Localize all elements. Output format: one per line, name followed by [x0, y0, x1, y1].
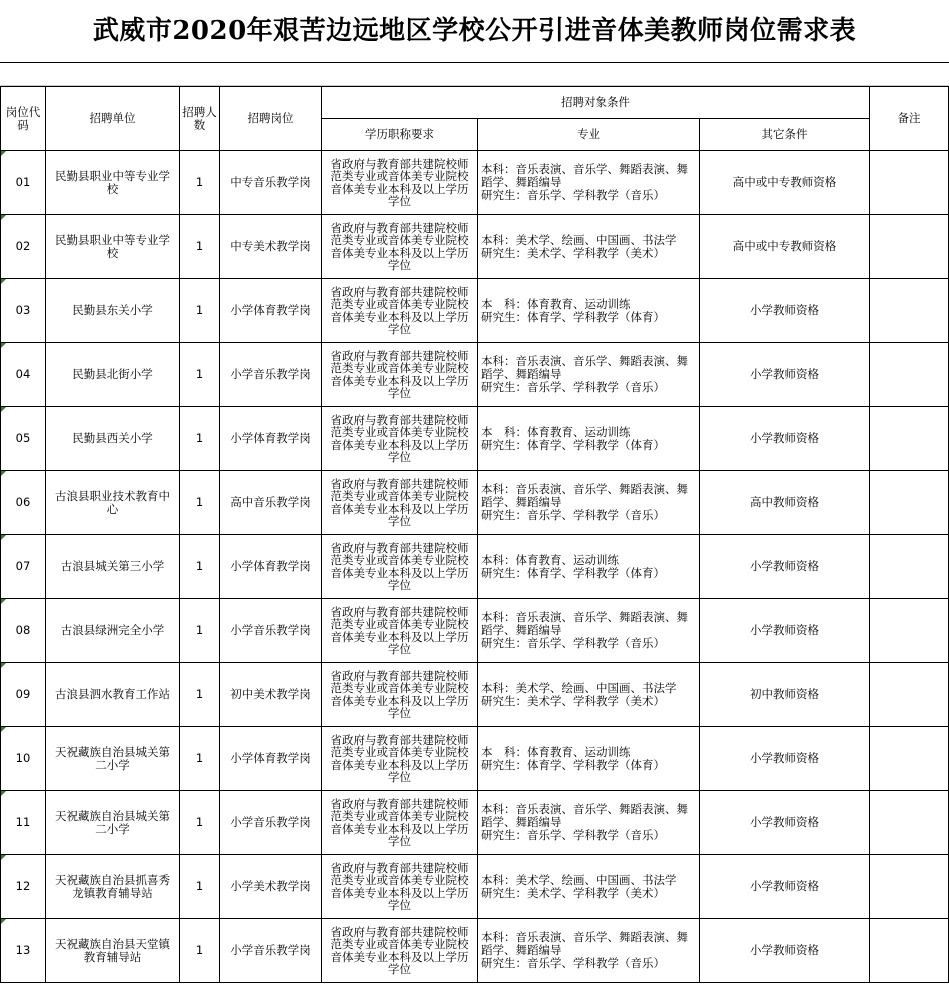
major-cell — [478, 215, 700, 279]
major-graduate-line: 研究生：音乐学、学科教学（音乐） — [481, 828, 665, 842]
major-undergraduate-line: 本科：美术学、绘画、中国画、书法学 — [481, 232, 677, 247]
table-row — [1, 471, 949, 535]
remark-cell — [870, 535, 949, 599]
table-row — [1, 791, 949, 855]
major-cell — [478, 727, 700, 791]
education-requirement-cell: 省政府与教育部共建院校师范类专业或音体美专业院校音体美专业本科及以上学历学位 — [322, 343, 478, 407]
major-graduate-line: 研究生：体育学、学科教学（体育） — [481, 309, 665, 324]
header-education: 学历职称要求 — [322, 119, 478, 151]
education-requirement-cell: 省政府与教育部共建院校师范类专业或音体美专业院校音体美专业本科及以上学历学位 — [322, 919, 478, 983]
post-code-cell: 07 — [1, 535, 46, 599]
post-code-cell: 09 — [1, 663, 46, 727]
remark-cell — [870, 791, 949, 855]
table-row — [1, 343, 949, 407]
headcount-cell: 1 — [180, 791, 220, 855]
major-graduate-line: 研究生：美术学、学科教学（美术） — [481, 885, 665, 900]
remark-cell — [870, 343, 949, 407]
major-graduate-line: 研究生：体育学、学科教学（体育） — [481, 757, 665, 772]
headcount-cell: 1 — [180, 471, 220, 535]
post-name-cell: 小学体育教学岗 — [220, 535, 322, 599]
table-row — [1, 407, 949, 471]
other-conditions-cell: 小学教师资格 — [700, 599, 870, 663]
table-row — [1, 919, 949, 983]
post-code-cell: 11 — [1, 791, 46, 855]
education-requirement-cell: 省政府与教育部共建院校师范类专业或音体美专业院校音体美专业本科及以上学历学位 — [322, 215, 478, 279]
headcount-cell: 1 — [180, 215, 220, 279]
post-code-cell: 01 — [1, 151, 46, 215]
recruiting-unit-cell: 天祝藏族自治县城关第二小学 — [46, 727, 180, 791]
table-row — [1, 279, 949, 343]
education-requirement-cell: 省政府与教育部共建院校师范类专业或音体美专业院校音体美专业本科及以上学历学位 — [322, 151, 478, 215]
header-major: 专业 — [478, 119, 700, 151]
major-undergraduate-line: 本科：音乐表演、音乐学、舞蹈表演、舞蹈学、舞蹈编导 — [481, 354, 688, 381]
education-requirement-cell: 省政府与教育部共建院校师范类专业或音体美专业院校音体美专业本科及以上学历学位 — [322, 791, 478, 855]
recruitment-table — [0, 86, 949, 983]
post-name-cell: 中专音乐教学岗 — [220, 151, 322, 215]
remark-cell — [870, 855, 949, 919]
headcount-cell: 1 — [180, 343, 220, 407]
major-undergraduate-line: 本科：体育教育、运动训练 — [481, 552, 619, 567]
table-row — [1, 535, 949, 599]
other-conditions-cell: 小学教师资格 — [700, 791, 870, 855]
major-cell — [478, 599, 700, 663]
major-graduate-line: 研究生：美术学、学科教学（美术） — [481, 245, 665, 260]
post-name-cell: 小学体育教学岗 — [220, 407, 322, 471]
remark-cell — [870, 215, 949, 279]
major-cell — [478, 279, 700, 343]
post-name-cell: 小学体育教学岗 — [220, 727, 322, 791]
recruiting-unit-cell: 民勤县北街小学 — [46, 343, 180, 407]
blank-row — [0, 63, 949, 86]
post-name-cell: 小学音乐教学岗 — [220, 343, 322, 407]
header-remark: 备注 — [870, 87, 949, 151]
header-count: 招聘人数 — [180, 87, 220, 151]
other-conditions-cell: 小学教师资格 — [700, 407, 870, 471]
major-undergraduate-line: 本 科：体育教育、运动训练 — [481, 424, 631, 439]
recruiting-unit-cell: 古浪县泗水教育工作站 — [46, 663, 180, 727]
recruiting-unit-cell: 民勤县职业中等专业学校 — [46, 215, 180, 279]
remark-cell — [870, 599, 949, 663]
headcount-cell: 1 — [180, 727, 220, 791]
page-title: 武威市2020年艰苦边远地区学校公开引进音体美教师岗位需求表 — [0, 0, 949, 63]
other-conditions-cell: 高中或中专教师资格 — [700, 215, 870, 279]
major-graduate-line: 研究生：音乐学、学科教学（音乐） — [481, 380, 665, 394]
major-undergraduate-line: 本科：音乐表演、音乐学、舞蹈表演、舞蹈学、舞蹈编导 — [481, 162, 688, 189]
post-code-cell: 08 — [1, 599, 46, 663]
remark-cell — [870, 407, 949, 471]
recruiting-unit-cell: 民勤县西关小学 — [46, 407, 180, 471]
headcount-cell: 1 — [180, 855, 220, 919]
post-code-cell: 06 — [1, 471, 46, 535]
major-graduate-line: 研究生：音乐学、学科教学（音乐） — [481, 636, 665, 650]
major-graduate-line: 研究生：体育学、学科教学（体育） — [481, 437, 665, 452]
recruiting-unit-cell: 天祝藏族自治县天堂镇教育辅导站 — [46, 919, 180, 983]
recruiting-unit-cell: 民勤县东关小学 — [46, 279, 180, 343]
education-requirement-cell: 省政府与教育部共建院校师范类专业或音体美专业院校音体美专业本科及以上学历学位 — [322, 663, 478, 727]
other-conditions-cell: 初中教师资格 — [700, 663, 870, 727]
major-undergraduate-line: 本 科：体育教育、运动训练 — [481, 296, 631, 311]
post-code-cell: 04 — [1, 343, 46, 407]
major-cell — [478, 535, 700, 599]
major-cell — [478, 791, 700, 855]
education-requirement-cell: 省政府与教育部共建院校师范类专业或音体美专业院校音体美专业本科及以上学历学位 — [322, 407, 478, 471]
education-requirement-cell: 省政府与教育部共建院校师范类专业或音体美专业院校音体美专业本科及以上学历学位 — [322, 471, 478, 535]
table-row — [1, 663, 949, 727]
recruiting-unit-cell: 天祝藏族自治县城关第二小学 — [46, 791, 180, 855]
major-undergraduate-line: 本科：美术学、绘画、中国画、书法学 — [481, 872, 677, 887]
major-undergraduate-line: 本科：音乐表演、音乐学、舞蹈表演、舞蹈学、舞蹈编导 — [481, 802, 688, 829]
table-row — [1, 855, 949, 919]
education-requirement-cell: 省政府与教育部共建院校师范类专业或音体美专业院校音体美专业本科及以上学历学位 — [322, 599, 478, 663]
major-undergraduate-line: 本科：音乐表演、音乐学、舞蹈表演、舞蹈学、舞蹈编导 — [481, 930, 688, 957]
post-code-cell: 02 — [1, 215, 46, 279]
major-cell — [478, 471, 700, 535]
post-name-cell: 初中美术教学岗 — [220, 663, 322, 727]
recruiting-unit-cell: 古浪县职业技术教育中心 — [46, 471, 180, 535]
other-conditions-cell: 小学教师资格 — [700, 535, 870, 599]
major-graduate-line: 研究生：体育学、学科教学（体育） — [481, 565, 665, 580]
post-name-cell: 小学体育教学岗 — [220, 279, 322, 343]
major-cell — [478, 919, 700, 983]
other-conditions-cell: 小学教师资格 — [700, 855, 870, 919]
headcount-cell: 1 — [180, 279, 220, 343]
recruiting-unit-cell: 古浪县城关第三小学 — [46, 535, 180, 599]
remark-cell — [870, 279, 949, 343]
major-cell — [478, 407, 700, 471]
recruiting-unit-cell: 古浪县绿洲完全小学 — [46, 599, 180, 663]
other-conditions-cell: 高中教师资格 — [700, 471, 870, 535]
table-row — [1, 151, 949, 215]
recruiting-unit-cell: 民勤县职业中等专业学校 — [46, 151, 180, 215]
other-conditions-cell: 小学教师资格 — [700, 919, 870, 983]
major-cell — [478, 855, 700, 919]
remark-cell — [870, 151, 949, 215]
other-conditions-cell: 小学教师资格 — [700, 727, 870, 791]
post-name-cell: 小学音乐教学岗 — [220, 919, 322, 983]
education-requirement-cell: 省政府与教育部共建院校师范类专业或音体美专业院校音体美专业本科及以上学历学位 — [322, 279, 478, 343]
post-code-cell: 12 — [1, 855, 46, 919]
major-graduate-line: 研究生：音乐学、学科教学（音乐） — [481, 508, 665, 522]
post-name-cell: 小学美术教学岗 — [220, 855, 322, 919]
post-name-cell: 中专美术教学岗 — [220, 215, 322, 279]
post-name-cell: 高中音乐教学岗 — [220, 471, 322, 535]
major-undergraduate-line: 本科：音乐表演、音乐学、舞蹈表演、舞蹈学、舞蹈编导 — [481, 610, 688, 637]
major-cell — [478, 151, 700, 215]
header-code: 岗位代码 — [1, 87, 46, 151]
header-post: 招聘岗位 — [220, 87, 322, 151]
table-row — [1, 727, 949, 791]
headcount-cell: 1 — [180, 407, 220, 471]
header-other: 其它条件 — [700, 119, 870, 151]
remark-cell — [870, 471, 949, 535]
major-undergraduate-line: 本科：美术学、绘画、中国画、书法学 — [481, 680, 677, 695]
header-conditions: 招聘对象条件 — [322, 87, 870, 119]
major-graduate-line: 研究生：音乐学、学科教学（音乐） — [481, 188, 665, 202]
header-unit: 招聘单位 — [46, 87, 180, 151]
table-row — [1, 599, 949, 663]
table-row — [1, 215, 949, 279]
headcount-cell: 1 — [180, 151, 220, 215]
headcount-cell: 1 — [180, 919, 220, 983]
headcount-cell: 1 — [180, 599, 220, 663]
major-graduate-line: 研究生：美术学、学科教学（美术） — [481, 693, 665, 708]
post-name-cell: 小学音乐教学岗 — [220, 599, 322, 663]
other-conditions-cell: 小学教师资格 — [700, 343, 870, 407]
recruiting-unit-cell: 天祝藏族自治县抓喜秀龙镇教育辅导站 — [46, 855, 180, 919]
other-conditions-cell: 高中或中专教师资格 — [700, 151, 870, 215]
remark-cell — [870, 727, 949, 791]
major-cell — [478, 343, 700, 407]
post-code-cell: 10 — [1, 727, 46, 791]
remark-cell — [870, 663, 949, 727]
headcount-cell: 1 — [180, 535, 220, 599]
post-code-cell: 13 — [1, 919, 46, 983]
post-name-cell: 小学音乐教学岗 — [220, 791, 322, 855]
education-requirement-cell: 省政府与教育部共建院校师范类专业或音体美专业院校音体美专业本科及以上学历学位 — [322, 855, 478, 919]
post-code-cell: 05 — [1, 407, 46, 471]
education-requirement-cell: 省政府与教育部共建院校师范类专业或音体美专业院校音体美专业本科及以上学历学位 — [322, 535, 478, 599]
remark-cell — [870, 919, 949, 983]
major-undergraduate-line: 本 科：体育教育、运动训练 — [481, 744, 631, 759]
headcount-cell: 1 — [180, 663, 220, 727]
major-graduate-line: 研究生：音乐学、学科教学（音乐） — [481, 956, 665, 970]
major-undergraduate-line: 本科：音乐表演、音乐学、舞蹈表演、舞蹈学、舞蹈编导 — [481, 482, 688, 509]
other-conditions-cell: 小学教师资格 — [700, 279, 870, 343]
major-cell — [478, 663, 700, 727]
post-code-cell: 03 — [1, 279, 46, 343]
education-requirement-cell: 省政府与教育部共建院校师范类专业或音体美专业院校音体美专业本科及以上学历学位 — [322, 727, 478, 791]
